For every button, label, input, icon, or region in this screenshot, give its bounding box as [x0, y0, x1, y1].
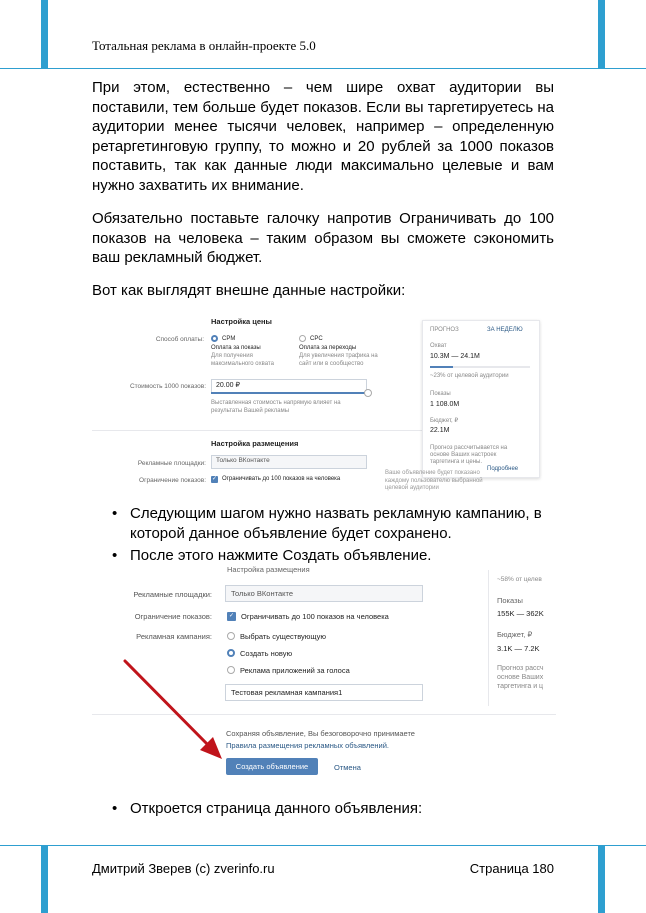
cpm-sub: Для получения максимального охвата — [211, 353, 274, 367]
cpm-desc: Оплата за показы — [211, 345, 261, 351]
limit-text: Ограничивать до 100 показов на человека — [222, 476, 341, 482]
cost-slider-track[interactable] — [211, 392, 367, 394]
bottom-left-bar — [41, 845, 48, 913]
shows-label: Показы — [430, 391, 451, 397]
price-section-title: Настройка цены — [211, 317, 272, 326]
header-title: Тотальная реклама в онлайн-проекте 5.0 — [92, 38, 316, 53]
campaign-label: Рекламная кампания: — [136, 632, 212, 641]
cost-slider-handle[interactable] — [364, 389, 372, 397]
placement-section-title: Настройка размещения — [211, 439, 299, 448]
forecast-panel — [422, 320, 540, 478]
side-panel — [488, 570, 556, 706]
new-campaign-label: Создать новую — [240, 649, 293, 658]
bullet-list-1 — [92, 504, 556, 566]
more-link[interactable]: Подробнее — [487, 466, 519, 472]
existing-campaign-radio[interactable] — [227, 632, 235, 640]
header-rule — [0, 68, 646, 69]
settings-screenshot-2 — [133, 565, 556, 784]
limit-label: Ограничение показов: — [134, 612, 212, 621]
cpc-radio[interactable] — [299, 335, 306, 342]
existing-campaign-label: Выбрать существующую — [240, 632, 327, 641]
cost-label: Стоимость 1000 показов: — [129, 383, 206, 390]
side-budget-label: Бюджет, ₽ — [497, 630, 533, 639]
bullet-item: • После этого нажмите Создать объявление. — [92, 546, 556, 566]
cut-section-title: Настройка размещения — [227, 565, 310, 574]
section-divider — [92, 430, 422, 431]
red-arrow-icon — [120, 655, 230, 765]
payment-label: Способ оплаты: — [155, 336, 204, 343]
cpm-radio[interactable] — [211, 335, 218, 342]
reach-percent: ~23% от целевой аудитории — [430, 373, 509, 379]
cost-input[interactable]: 20.00 ₽ — [211, 379, 367, 393]
agree-text: Сохраняя объявление, Вы безоговорочно принимаете — [226, 729, 415, 738]
platforms-select[interactable]: Только ВКонтакте — [225, 585, 423, 602]
side-shows-label: Показы — [497, 596, 523, 605]
side-percent: ~58% от целев — [497, 576, 542, 583]
footer-page-number: Страница 180 — [469, 861, 554, 876]
top-right-bar — [598, 0, 605, 69]
budget-label: Бюджет, ₽ — [430, 418, 459, 424]
create-ad-button[interactable]: Создать объявление — [226, 758, 318, 775]
reach-label: Охват — [430, 343, 447, 349]
limit-checkbox[interactable]: ✓ — [228, 613, 235, 619]
per-week-dropdown[interactable]: ЗА НЕДЕЛЮ — [487, 327, 523, 333]
tooltip-text: Ваше объявление будет показано каждому пользователю выбранной целевой аудитории — [385, 470, 483, 491]
footer-author: Дмитрий Зверев (c) zverinfo.ru — [92, 861, 275, 876]
cost-hint: Выставленная стоимость напрямую влияет на результаты Вашей рекламы — [211, 400, 341, 414]
bottom-right-bar — [598, 845, 605, 913]
limit-label: Ограничение показов: — [139, 477, 206, 484]
top-left-bar — [41, 0, 48, 69]
limit-checkbox[interactable]: ✓ — [211, 476, 218, 482]
shows-value: 1 108.0M — [430, 401, 460, 408]
app-ads-label: Реклама приложений за голоса — [240, 666, 350, 675]
cpc-label: CPC — [310, 336, 323, 342]
side-shows-value: 155K — 362K — [497, 609, 544, 618]
reach-bar — [430, 366, 530, 368]
forecast-note: Прогноз рассчитывается на основе Ваших настроек таргетинга и цены. — [430, 445, 508, 465]
bullet-item: • Следующим шагом нужно назвать рекламную кампанию, в которой данное объявление будет сохранено. — [92, 504, 556, 544]
cpc-sub: Для увеличения трафика на сайт или в сообщество — [299, 353, 378, 367]
footer-rule — [0, 845, 646, 846]
reach-value: 10.3M — 24.1M — [430, 353, 480, 360]
rules-link[interactable]: Правила размещения рекламных объявлений. — [226, 741, 390, 750]
cpm-label: CPM — [222, 336, 236, 342]
settings-screenshot-1 — [92, 308, 554, 491]
side-budget-value: 3.1K — 7.2K — [497, 644, 540, 653]
forecast-title: ПРОГНОЗ — [430, 327, 459, 333]
campaign-name-input[interactable]: Тестовая рекламная кампания1 — [225, 684, 423, 701]
cpc-desc: Оплата за переходы — [299, 345, 357, 351]
limit-text: Ограничивать до 100 показов на человека — [241, 612, 389, 621]
platforms-select[interactable]: Только ВКонтакте — [211, 455, 367, 469]
paragraph-1: При этом, естественно – чем шире охват аудитории вы поставили, тем больше будет показов. Если вы таргетируетесь на аудитории менее тысячи человек, например – определенную ретаргетинговую группу, то можно и 20 рублей за 1000 показов поставить, так как данные люди максимально целевые и вам нужно захватить их внимание. — [92, 79, 554, 194]
side-note: Прогноз рассч основе Ваших таргетинга и ц — [497, 665, 544, 690]
bullet-item: • Откроется страница данного объявления: — [92, 799, 556, 819]
budget-value: 22.1M — [430, 427, 450, 434]
platforms-label: Рекламные площадки: — [133, 590, 212, 599]
paragraph-3: Вот как выглядят внешне данные настройки: — [92, 282, 406, 299]
platforms-label: Рекламные площадки: — [137, 460, 206, 467]
bullet-list-2 — [92, 799, 556, 819]
paragraph-2: Обязательно поставьте галочку напротив Ограничивать до 100 показов на человека – таким образом вы сможете сэкономить ваш рекламный бюджет. — [92, 210, 554, 266]
cancel-link[interactable]: Отмена — [334, 763, 361, 772]
